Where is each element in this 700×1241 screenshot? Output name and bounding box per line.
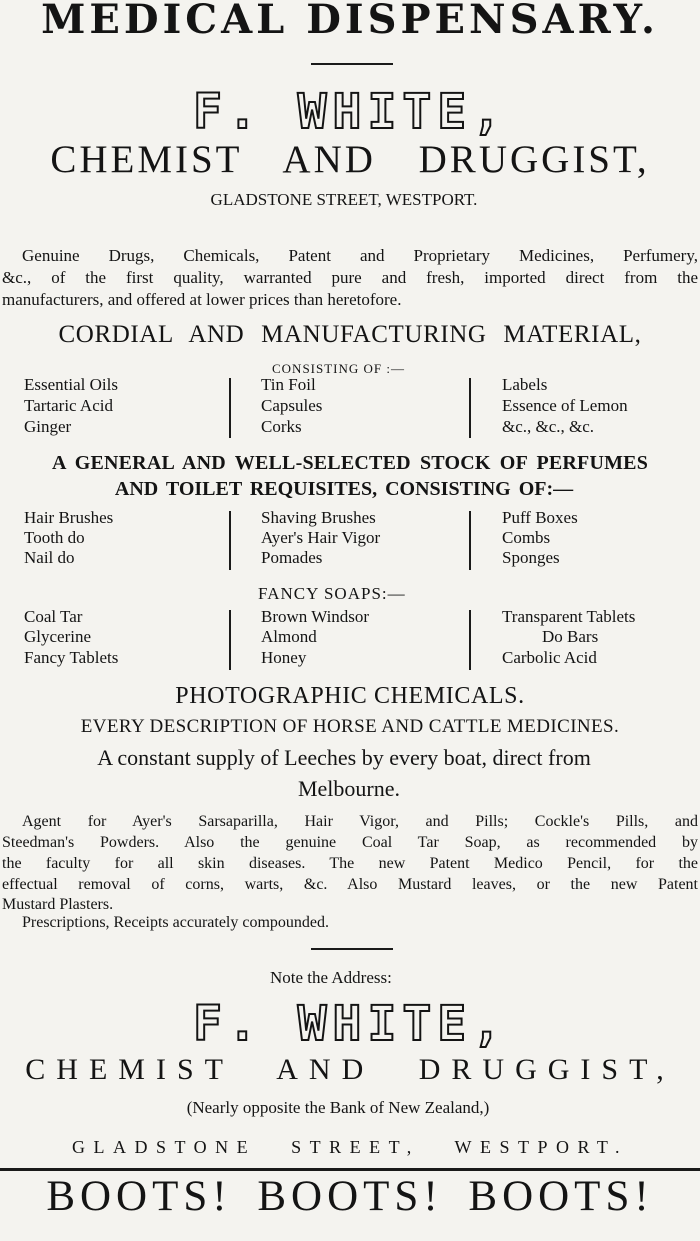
column-divider bbox=[229, 378, 231, 438]
list-item: Ginger bbox=[24, 417, 72, 436]
masthead: MEDICAL DISPENSARY. bbox=[41, 0, 659, 43]
footer-firm-trade: CHEMIST AND DRUGGIST, bbox=[25, 1053, 675, 1086]
list-item: Corks bbox=[261, 417, 302, 436]
list-item: Do Bars bbox=[542, 627, 599, 646]
leeches-line: A constant supply of Leeches by every boat, direct from bbox=[97, 745, 591, 770]
list-item: Nail do bbox=[24, 548, 75, 567]
cordial-heading: CORDIAL AND MANUFACTURING MATERIAL, bbox=[58, 321, 642, 348]
firm-trade: CHEMIST AND DRUGGIST, bbox=[50, 138, 650, 181]
agent-line: Mustard Plasters. bbox=[2, 896, 114, 913]
footer-address: GLADSTONE STREET, WESTPORT. bbox=[71, 1137, 629, 1157]
column-divider bbox=[229, 610, 231, 670]
list-item: Coal Tar bbox=[24, 607, 83, 626]
horse-heading: EVERY DESCRIPTION OF HORSE AND CATTLE MEDICINES. bbox=[80, 716, 620, 737]
boots-heading: BOOTS! BOOTS! BOOTS! bbox=[46, 1173, 654, 1220]
intro-line: &c., of the first quality, warranted pure and fresh, imported direct from the bbox=[2, 268, 698, 287]
divider-rule bbox=[311, 948, 393, 950]
note-address: Note the Address: bbox=[270, 968, 392, 987]
leeches-line: Melbourne. bbox=[297, 776, 401, 801]
agent-line: Agent for Ayer's Sarsaparilla, Hair Vigor, and Pills; Cockle's Pills, and bbox=[22, 813, 698, 830]
list-item: Carbolic Acid bbox=[502, 648, 597, 667]
list-item: Tooth do bbox=[24, 528, 85, 547]
list-item: Hair Brushes bbox=[24, 508, 114, 527]
list-item: Sponges bbox=[502, 548, 560, 567]
column-divider bbox=[469, 610, 471, 670]
agent-line: effectual removal of corns, warts, &c. Also Mustard leaves, or the new Patent bbox=[2, 876, 698, 893]
divider-rule bbox=[311, 63, 393, 65]
soaps-heading: FANCY SOAPS:— bbox=[258, 584, 406, 603]
list-item: Glycerine bbox=[24, 627, 92, 646]
perfumes-heading: A GENERAL AND WELL-SELECTED STOCK OF PERFUMES bbox=[51, 452, 649, 474]
list-item: Essence of Lemon bbox=[502, 396, 628, 415]
intro-line: manufacturers, and offered at lower prices than heretofore. bbox=[2, 290, 402, 309]
section-rule bbox=[0, 1168, 700, 1171]
footer-firm-name: F. WHITE, bbox=[192, 996, 508, 1052]
firm-name: F. WHITE, bbox=[192, 84, 508, 140]
column-divider bbox=[469, 378, 471, 438]
list-item: Almond bbox=[261, 627, 317, 646]
list-item: Shaving Brushes bbox=[261, 508, 376, 527]
list-item: Transparent Tablets bbox=[502, 607, 636, 626]
agent-line: Prescriptions, Receipts accurately compounded. bbox=[22, 914, 330, 931]
cordial-subheading: CONSISTING OF :— bbox=[272, 361, 406, 376]
list-item: Honey bbox=[261, 648, 307, 667]
agent-line: the faculty for all skin diseases. The new Patent Medico Pencil, for the bbox=[2, 855, 698, 872]
list-item: Combs bbox=[502, 528, 551, 547]
list-item: Puff Boxes bbox=[502, 508, 578, 527]
footer-opposite: (Nearly opposite the Bank of New Zealand,) bbox=[186, 1098, 490, 1117]
list-item: Pomades bbox=[261, 548, 323, 567]
list-item: &c., &c., &c. bbox=[502, 417, 595, 436]
photographic-heading: PHOTOGRAPHIC CHEMICALS. bbox=[175, 683, 525, 709]
list-item: Tin Foil bbox=[261, 375, 316, 394]
perfumes-heading: AND TOILET REQUISITES, CONSISTING OF:— bbox=[114, 478, 574, 500]
column-divider bbox=[469, 511, 471, 570]
firm-address: GLADSTONE STREET, WESTPORT. bbox=[210, 190, 478, 209]
list-item: Labels bbox=[502, 375, 548, 394]
list-item: Fancy Tablets bbox=[24, 648, 119, 667]
list-item: Capsules bbox=[261, 396, 323, 415]
list-item: Essential Oils bbox=[24, 375, 118, 394]
list-item: Brown Windsor bbox=[261, 607, 370, 626]
intro-line: Genuine Drugs, Chemicals, Patent and Proprietary Medicines, Perfumery, bbox=[22, 246, 698, 265]
list-item: Tartaric Acid bbox=[24, 396, 113, 415]
column-divider bbox=[229, 511, 231, 570]
agent-line: Steedman's Powders. Also the genuine Coal Tar Soap, as recommended by bbox=[2, 834, 698, 851]
list-item: Ayer's Hair Vigor bbox=[261, 528, 381, 547]
